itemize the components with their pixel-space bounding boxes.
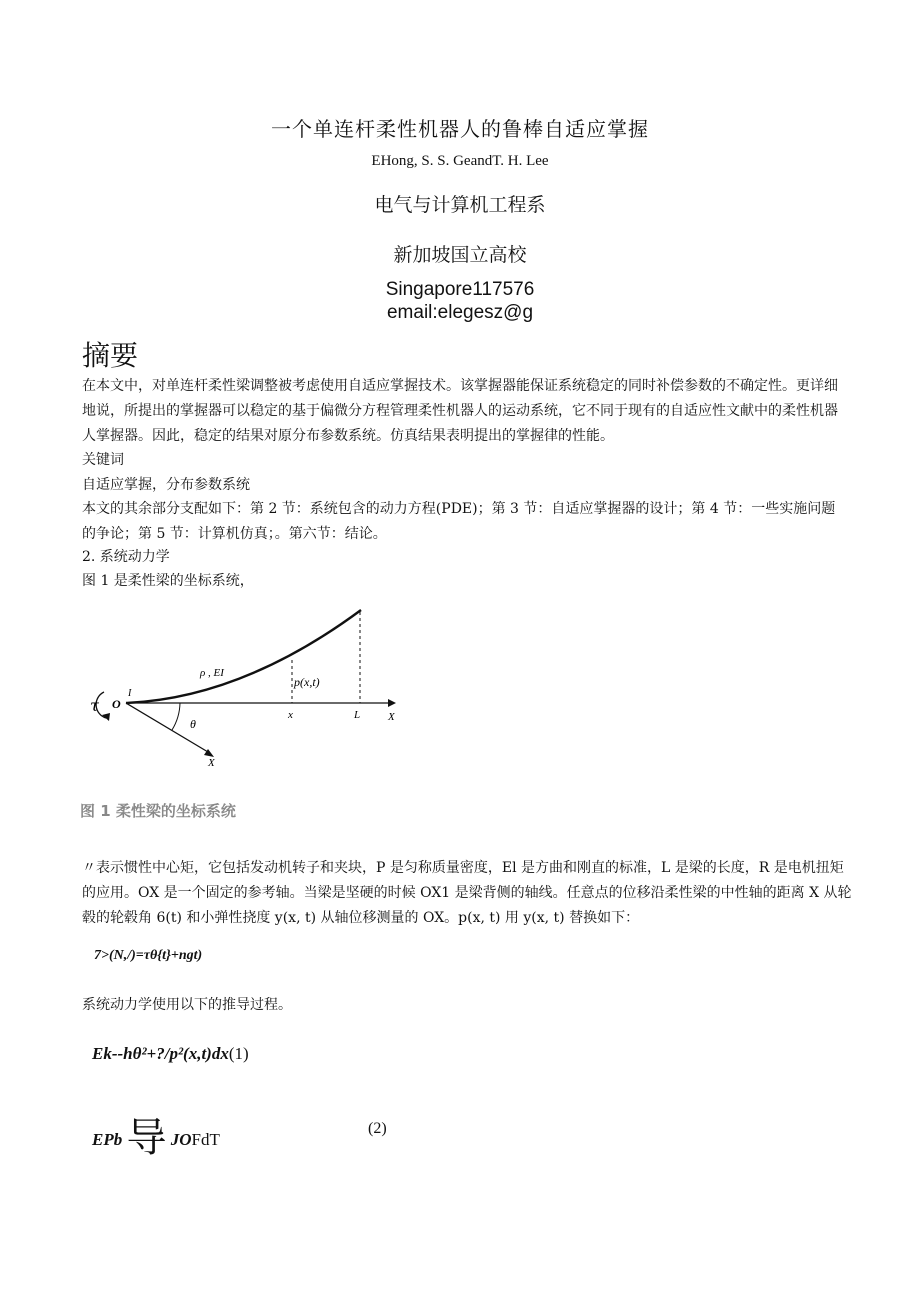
derivation-intro: 系统动力学使用以下的推导过程。 bbox=[82, 997, 292, 1013]
x1-axis-arrow bbox=[388, 699, 396, 707]
equation-1-body: Ek--hθ²+?/p²(x,t)dx bbox=[92, 1044, 229, 1063]
label-theta: θ bbox=[190, 717, 196, 731]
equation-1-number: (1) bbox=[228, 1044, 249, 1063]
label-rho-ei: ρ , EI bbox=[200, 667, 224, 679]
equation-2-glyph: 导 bbox=[126, 1115, 167, 1161]
label-deflection: p(x,t) bbox=[294, 675, 320, 689]
beam-curve bbox=[126, 610, 361, 703]
affiliation-department: 电气与计算机工程系 bbox=[374, 194, 546, 216]
equation-2-tail: FdT bbox=[191, 1130, 220, 1149]
keywords-label: 关键词 bbox=[82, 452, 124, 468]
label-x-axis: X bbox=[208, 757, 215, 769]
paper-title: 一个单连杆柔性机器人的鲁棒自适应掌握 bbox=[271, 117, 649, 141]
label-origin: O bbox=[112, 697, 121, 711]
label-x-point: x bbox=[288, 709, 293, 721]
affiliation-city: Singapore117576 bbox=[385, 279, 535, 300]
equation-2-lhs: EPb bbox=[92, 1130, 123, 1149]
variable-description: 〃表示惯性中心矩，它包括发动机转子和夹块，P 是匀称质量密度，El 是方曲和刚直的标准，L 是梁的长度，R 是电机扭矩的应用。OX 是一个固定的参考轴。当梁是坚硬的时候 OX1 是梁背侧的轴线。任意点的位移沿柔性梁的中性轴的距离 X 从轮毂的轮毂角 6(t) 和小弹性挠度 y(x, t) 从轴位移测量的 OX。p(x, t) 用 y(x, t) 替换如下： bbox=[82, 860, 852, 926]
keywords: 自适应掌握，分布参数系统 bbox=[82, 477, 250, 493]
paper-authors: EHong, S. S. GeandT. H. Lee bbox=[371, 153, 549, 169]
equation-displacement: 7>(N,/)=τθ{t}+ngt) bbox=[94, 948, 203, 963]
equation-1-kinetic-energy bbox=[92, 1044, 249, 1064]
author-email: email:elegesz@g bbox=[386, 302, 534, 323]
section-2-title: 2. 系统动力学 bbox=[82, 549, 170, 565]
equation-2-potential-energy bbox=[92, 1106, 220, 1163]
equation-2-number: (2) bbox=[368, 1120, 387, 1137]
theta-arc bbox=[172, 703, 180, 730]
label-l-point: L bbox=[354, 709, 361, 721]
label-tau: τ bbox=[90, 696, 99, 715]
paper-outline: 本文的其余部分支配如下：第 2 节：系统包含的动力方程(PDE)；第 3 节：自适应掌握器的设计；第 4 节：一些实施问题的争论；第 5 节：计算机仿真；。第六节：结论。 bbox=[82, 501, 836, 542]
figure-1-caption: 图 1 柔性梁的坐标系统 bbox=[80, 802, 236, 820]
label-x1-axis: X bbox=[388, 711, 395, 723]
abstract-heading: 摘要 bbox=[82, 339, 139, 372]
abstract-text: 在本文中，对单连杆柔性梁调整被考虑使用自适应掌握技术。该掌握器能保证系统稳定的同时补偿参数的不确定性。更详细地说，所提出的掌握器可以稳定的基于偏微分方程管理柔性机器人的运动系统，它不同于现有的自适应性文献中的柔性机器人掌握器。因此，稳定的结果对原分布参数系统。仿真结果表明提出的掌握律的性能。 bbox=[82, 378, 838, 444]
figure-1-beam-diagram bbox=[82, 600, 412, 770]
figure-intro-text: 图 1 是柔性梁的坐标系统， bbox=[82, 573, 254, 589]
equation-2-mid: JO bbox=[170, 1130, 192, 1149]
affiliation-university: 新加坡国立高校 bbox=[393, 244, 527, 266]
label-hub: I bbox=[128, 688, 132, 699]
